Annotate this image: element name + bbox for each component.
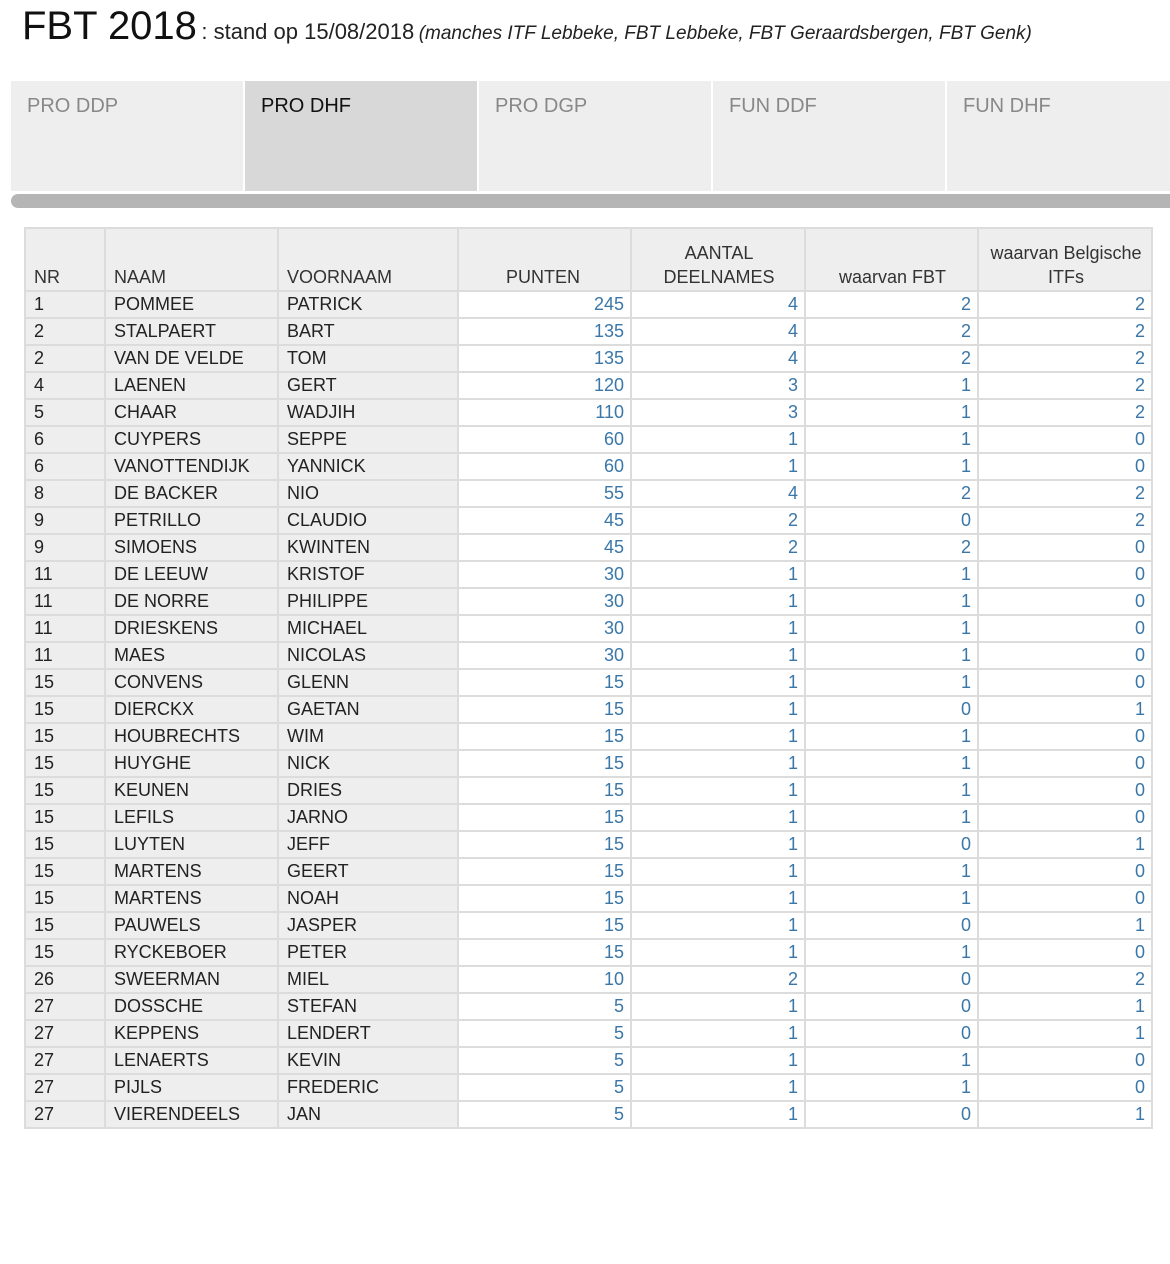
cell-itf: 0 xyxy=(978,615,1152,642)
cell-voornaam: DRIES xyxy=(278,777,458,804)
cell-nr: 15 xyxy=(25,804,105,831)
cell-voornaam: MIEL xyxy=(278,966,458,993)
cell-punten: 45 xyxy=(458,507,631,534)
cell-deelnames: 1 xyxy=(631,426,805,453)
cell-punten: 245 xyxy=(458,291,631,318)
table-row xyxy=(25,426,1152,453)
cell-voornaam: KRISTOF xyxy=(278,561,458,588)
cell-deelnames: 1 xyxy=(631,453,805,480)
tab-fun-ddf[interactable]: FUN DDF xyxy=(713,81,945,191)
cell-voornaam: NICK xyxy=(278,750,458,777)
cell-nr: 2 xyxy=(25,345,105,372)
cell-nr: 15 xyxy=(25,912,105,939)
cell-naam: CHAAR xyxy=(105,399,278,426)
cell-nr: 2 xyxy=(25,318,105,345)
cell-itf: 1 xyxy=(978,696,1152,723)
cell-nr: 15 xyxy=(25,831,105,858)
cell-itf: 0 xyxy=(978,750,1152,777)
cell-deelnames: 1 xyxy=(631,588,805,615)
table-row xyxy=(25,561,1152,588)
cell-fbt: 2 xyxy=(805,480,978,507)
cell-punten: 5 xyxy=(458,993,631,1020)
cell-deelnames: 4 xyxy=(631,291,805,318)
cell-deelnames: 1 xyxy=(631,561,805,588)
cell-voornaam: GAETAN xyxy=(278,696,458,723)
cell-fbt: 0 xyxy=(805,993,978,1020)
cell-naam: MARTENS xyxy=(105,858,278,885)
table-row xyxy=(25,966,1152,993)
cell-voornaam: JARNO xyxy=(278,804,458,831)
table-row xyxy=(25,399,1152,426)
cell-punten: 135 xyxy=(458,318,631,345)
cell-punten: 110 xyxy=(458,399,631,426)
cell-voornaam: KEVIN xyxy=(278,1047,458,1074)
cell-voornaam: MICHAEL xyxy=(278,615,458,642)
cell-itf: 2 xyxy=(978,318,1152,345)
cell-fbt: 2 xyxy=(805,534,978,561)
cell-itf: 0 xyxy=(978,1074,1152,1101)
cell-fbt: 1 xyxy=(805,669,978,696)
cell-fbt: 1 xyxy=(805,858,978,885)
cell-deelnames: 1 xyxy=(631,1047,805,1074)
cell-nr: 15 xyxy=(25,858,105,885)
table-row xyxy=(25,750,1152,777)
cell-voornaam: BART xyxy=(278,318,458,345)
cell-voornaam: FREDERIC xyxy=(278,1074,458,1101)
cell-naam: HOUBRECHTS xyxy=(105,723,278,750)
cell-naam: LENAERTS xyxy=(105,1047,278,1074)
cell-fbt: 1 xyxy=(805,399,978,426)
cell-itf: 0 xyxy=(978,669,1152,696)
cell-itf: 1 xyxy=(978,1101,1152,1128)
cell-naam: DRIESKENS xyxy=(105,615,278,642)
cell-itf: 0 xyxy=(978,1047,1152,1074)
table-row xyxy=(25,831,1152,858)
cell-voornaam: NOAH xyxy=(278,885,458,912)
col-header-voornaam: VOORNAAM xyxy=(278,228,458,291)
cell-punten: 15 xyxy=(458,750,631,777)
cell-itf: 0 xyxy=(978,534,1152,561)
col-header-deelnames-line2: DEELNAMES xyxy=(663,267,775,287)
cell-voornaam: KWINTEN xyxy=(278,534,458,561)
cell-naam: POMMEE xyxy=(105,291,278,318)
cell-itf: 0 xyxy=(978,561,1152,588)
cell-punten: 15 xyxy=(458,858,631,885)
cell-punten: 30 xyxy=(458,561,631,588)
cell-deelnames: 1 xyxy=(631,831,805,858)
cell-fbt: 0 xyxy=(805,696,978,723)
cell-nr: 11 xyxy=(25,588,105,615)
cell-deelnames: 1 xyxy=(631,1074,805,1101)
cell-nr: 1 xyxy=(25,291,105,318)
cell-itf: 2 xyxy=(978,291,1152,318)
cell-itf: 0 xyxy=(978,777,1152,804)
cell-naam: HUYGHE xyxy=(105,750,278,777)
cell-punten: 5 xyxy=(458,1074,631,1101)
page-title: FBT 2018 xyxy=(22,4,197,48)
table-row xyxy=(25,723,1152,750)
cell-fbt: 1 xyxy=(805,1047,978,1074)
col-header-itf xyxy=(978,228,1152,291)
page-header xyxy=(22,4,1032,49)
table-row xyxy=(25,912,1152,939)
cell-naam: KEUNEN xyxy=(105,777,278,804)
cell-punten: 30 xyxy=(458,615,631,642)
cell-fbt: 1 xyxy=(805,939,978,966)
cell-punten: 15 xyxy=(458,723,631,750)
cell-punten: 60 xyxy=(458,426,631,453)
cell-punten: 15 xyxy=(458,804,631,831)
cell-nr: 27 xyxy=(25,1047,105,1074)
cell-nr: 27 xyxy=(25,993,105,1020)
cell-deelnames: 4 xyxy=(631,480,805,507)
cell-deelnames: 1 xyxy=(631,750,805,777)
cell-fbt: 2 xyxy=(805,345,978,372)
cell-fbt: 1 xyxy=(805,723,978,750)
cell-voornaam: YANNICK xyxy=(278,453,458,480)
cell-itf: 2 xyxy=(978,966,1152,993)
table-row xyxy=(25,534,1152,561)
cell-nr: 15 xyxy=(25,750,105,777)
table-row xyxy=(25,993,1152,1020)
stand-date: : stand op 15/08/2018 xyxy=(201,19,415,44)
cell-voornaam: WIM xyxy=(278,723,458,750)
cell-nr: 15 xyxy=(25,777,105,804)
cell-fbt: 1 xyxy=(805,453,978,480)
cell-nr: 15 xyxy=(25,696,105,723)
cell-fbt: 0 xyxy=(805,1101,978,1128)
cell-deelnames: 1 xyxy=(631,912,805,939)
cell-naam: DE NORRE xyxy=(105,588,278,615)
cell-nr: 9 xyxy=(25,534,105,561)
cell-deelnames: 1 xyxy=(631,939,805,966)
cell-fbt: 0 xyxy=(805,831,978,858)
cell-deelnames: 2 xyxy=(631,534,805,561)
cell-deelnames: 3 xyxy=(631,372,805,399)
cell-deelnames: 1 xyxy=(631,669,805,696)
cell-naam: LEFILS xyxy=(105,804,278,831)
cell-naam: DE BACKER xyxy=(105,480,278,507)
tab-pro-ddp[interactable]: PRO DDP xyxy=(11,81,243,191)
col-header-nr: NR xyxy=(25,228,105,291)
cell-naam: MARTENS xyxy=(105,885,278,912)
cell-punten: 45 xyxy=(458,534,631,561)
cell-naam: VANOTTENDIJK xyxy=(105,453,278,480)
cell-fbt: 1 xyxy=(805,615,978,642)
cell-voornaam: STEFAN xyxy=(278,993,458,1020)
cell-nr: 27 xyxy=(25,1101,105,1128)
cell-itf: 0 xyxy=(978,723,1152,750)
cell-voornaam: JAN xyxy=(278,1101,458,1128)
col-header-deelnames-line1: AANTAL xyxy=(684,243,754,263)
cell-punten: 15 xyxy=(458,696,631,723)
cell-fbt: 1 xyxy=(805,561,978,588)
table-row xyxy=(25,507,1152,534)
cell-fbt: 1 xyxy=(805,372,978,399)
cell-nr: 11 xyxy=(25,615,105,642)
cell-naam: RYCKEBOER xyxy=(105,939,278,966)
cell-fbt: 1 xyxy=(805,426,978,453)
cell-deelnames: 1 xyxy=(631,993,805,1020)
cell-nr: 15 xyxy=(25,669,105,696)
cell-nr: 9 xyxy=(25,507,105,534)
cell-nr: 6 xyxy=(25,453,105,480)
cell-deelnames: 1 xyxy=(631,642,805,669)
cell-deelnames: 1 xyxy=(631,804,805,831)
cell-voornaam: NICOLAS xyxy=(278,642,458,669)
cell-deelnames: 2 xyxy=(631,966,805,993)
cell-deelnames: 1 xyxy=(631,1101,805,1128)
cell-deelnames: 1 xyxy=(631,696,805,723)
cell-fbt: 2 xyxy=(805,318,978,345)
cell-punten: 30 xyxy=(458,642,631,669)
manches-note: (manches ITF Lebbeke, FBT Lebbeke, FBT Geraardsbergen, FBT Genk) xyxy=(418,23,1032,44)
table-row xyxy=(25,1074,1152,1101)
cell-nr: 15 xyxy=(25,885,105,912)
cell-punten: 55 xyxy=(458,480,631,507)
cell-deelnames: 3 xyxy=(631,399,805,426)
cell-itf: 2 xyxy=(978,345,1152,372)
cell-voornaam: PETER xyxy=(278,939,458,966)
cell-nr: 27 xyxy=(25,1074,105,1101)
category-tabs xyxy=(11,81,1170,191)
cell-fbt: 1 xyxy=(805,885,978,912)
cell-punten: 10 xyxy=(458,966,631,993)
cell-itf: 2 xyxy=(978,480,1152,507)
cell-naam: SIMOENS xyxy=(105,534,278,561)
cell-itf: 2 xyxy=(978,399,1152,426)
col-header-punten xyxy=(458,228,631,291)
cell-fbt: 1 xyxy=(805,1074,978,1101)
cell-punten: 15 xyxy=(458,912,631,939)
cell-naam: DIERCKX xyxy=(105,696,278,723)
table-row xyxy=(25,858,1152,885)
cell-deelnames: 4 xyxy=(631,345,805,372)
cell-voornaam: JEFF xyxy=(278,831,458,858)
cell-voornaam: PATRICK xyxy=(278,291,458,318)
cell-voornaam: WADJIH xyxy=(278,399,458,426)
table-row xyxy=(25,1101,1152,1128)
cell-deelnames: 1 xyxy=(631,858,805,885)
cell-nr: 11 xyxy=(25,642,105,669)
cell-fbt: 1 xyxy=(805,750,978,777)
tab-pro-dgp[interactable]: PRO DGP xyxy=(479,81,711,191)
cell-fbt: 1 xyxy=(805,777,978,804)
cell-nr: 8 xyxy=(25,480,105,507)
cell-fbt: 0 xyxy=(805,912,978,939)
col-header-punten-label: PUNTEN xyxy=(505,267,580,287)
cell-deelnames: 4 xyxy=(631,318,805,345)
table-row xyxy=(25,1047,1152,1074)
cell-deelnames: 1 xyxy=(631,723,805,750)
cell-nr: 27 xyxy=(25,1020,105,1047)
cell-voornaam: SEPPE xyxy=(278,426,458,453)
table-row xyxy=(25,1020,1152,1047)
cell-naam: PETRILLO xyxy=(105,507,278,534)
cell-naam: DOSSCHE xyxy=(105,993,278,1020)
col-header-itf-line2: ITFs xyxy=(1048,267,1084,287)
col-header-itf-line1: waarvan Belgische xyxy=(990,243,1142,263)
cell-fbt: 1 xyxy=(805,642,978,669)
table-row xyxy=(25,669,1152,696)
cell-voornaam: JASPER xyxy=(278,912,458,939)
cell-punten: 5 xyxy=(458,1020,631,1047)
cell-fbt: 0 xyxy=(805,966,978,993)
cell-itf: 0 xyxy=(978,939,1152,966)
cell-punten: 5 xyxy=(458,1101,631,1128)
cell-naam: LAENEN xyxy=(105,372,278,399)
cell-voornaam: TOM xyxy=(278,345,458,372)
table-row xyxy=(25,318,1152,345)
col-header-fbt: waarvan FBT xyxy=(805,228,978,291)
table-row xyxy=(25,588,1152,615)
cell-punten: 15 xyxy=(458,885,631,912)
cell-fbt: 0 xyxy=(805,1020,978,1047)
cell-itf: 0 xyxy=(978,588,1152,615)
cell-naam: DE LEEUW xyxy=(105,561,278,588)
cell-naam: VAN DE VELDE xyxy=(105,345,278,372)
cell-itf: 1 xyxy=(978,993,1152,1020)
table-row xyxy=(25,615,1152,642)
cell-itf: 1 xyxy=(978,831,1152,858)
cell-itf: 0 xyxy=(978,858,1152,885)
cell-nr: 15 xyxy=(25,939,105,966)
cell-naam: MAES xyxy=(105,642,278,669)
table-row xyxy=(25,642,1152,669)
cell-itf: 0 xyxy=(978,453,1152,480)
cell-punten: 5 xyxy=(458,1047,631,1074)
cell-fbt: 2 xyxy=(805,291,978,318)
cell-naam: VIERENDEELS xyxy=(105,1101,278,1128)
cell-voornaam: NIO xyxy=(278,480,458,507)
cell-voornaam: CLAUDIO xyxy=(278,507,458,534)
cell-itf: 0 xyxy=(978,804,1152,831)
cell-itf: 2 xyxy=(978,372,1152,399)
cell-punten: 135 xyxy=(458,345,631,372)
table-row xyxy=(25,372,1152,399)
cell-naam: LUYTEN xyxy=(105,831,278,858)
table-body xyxy=(25,291,1152,1128)
cell-punten: 15 xyxy=(458,777,631,804)
cell-punten: 30 xyxy=(458,588,631,615)
table-row xyxy=(25,696,1152,723)
cell-voornaam: GEERT xyxy=(278,858,458,885)
horizontal-scrollbar[interactable] xyxy=(11,194,1170,208)
cell-naam: KEPPENS xyxy=(105,1020,278,1047)
cell-voornaam: LENDERT xyxy=(278,1020,458,1047)
cell-punten: 120 xyxy=(458,372,631,399)
cell-deelnames: 1 xyxy=(631,615,805,642)
tab-pro-dhf[interactable]: PRO DHF xyxy=(245,81,477,191)
cell-nr: 5 xyxy=(25,399,105,426)
cell-nr: 11 xyxy=(25,561,105,588)
table-row xyxy=(25,345,1152,372)
cell-naam: PAUWELS xyxy=(105,912,278,939)
cell-voornaam: GERT xyxy=(278,372,458,399)
cell-fbt: 1 xyxy=(805,804,978,831)
cell-naam: SWEERMAN xyxy=(105,966,278,993)
table-row xyxy=(25,291,1152,318)
cell-itf: 0 xyxy=(978,426,1152,453)
cell-itf: 2 xyxy=(978,507,1152,534)
table-row xyxy=(25,939,1152,966)
ranking-table xyxy=(24,227,1153,1129)
table-row xyxy=(25,480,1152,507)
table-row xyxy=(25,885,1152,912)
cell-punten: 15 xyxy=(458,831,631,858)
cell-nr: 26 xyxy=(25,966,105,993)
cell-voornaam: GLENN xyxy=(278,669,458,696)
cell-itf: 1 xyxy=(978,912,1152,939)
cell-itf: 0 xyxy=(978,885,1152,912)
table-row xyxy=(25,804,1152,831)
cell-punten: 15 xyxy=(458,669,631,696)
cell-fbt: 0 xyxy=(805,507,978,534)
cell-itf: 0 xyxy=(978,642,1152,669)
cell-naam: PIJLS xyxy=(105,1074,278,1101)
cell-deelnames: 1 xyxy=(631,885,805,912)
table-row xyxy=(25,453,1152,480)
cell-nr: 15 xyxy=(25,723,105,750)
cell-deelnames: 2 xyxy=(631,507,805,534)
col-header-deelnames xyxy=(631,228,805,291)
col-header-naam: NAAM xyxy=(105,228,278,291)
cell-punten: 15 xyxy=(458,939,631,966)
cell-voornaam: PHILIPPE xyxy=(278,588,458,615)
tab-fun-dhf[interactable]: FUN DHF xyxy=(947,81,1170,191)
table-row xyxy=(25,777,1152,804)
cell-nr: 6 xyxy=(25,426,105,453)
cell-punten: 60 xyxy=(458,453,631,480)
cell-naam: CUYPERS xyxy=(105,426,278,453)
cell-deelnames: 1 xyxy=(631,777,805,804)
cell-itf: 1 xyxy=(978,1020,1152,1047)
cell-naam: CONVENS xyxy=(105,669,278,696)
cell-naam: STALPAERT xyxy=(105,318,278,345)
table-header-row xyxy=(25,228,1152,291)
cell-fbt: 1 xyxy=(805,588,978,615)
cell-nr: 4 xyxy=(25,372,105,399)
cell-deelnames: 1 xyxy=(631,1020,805,1047)
